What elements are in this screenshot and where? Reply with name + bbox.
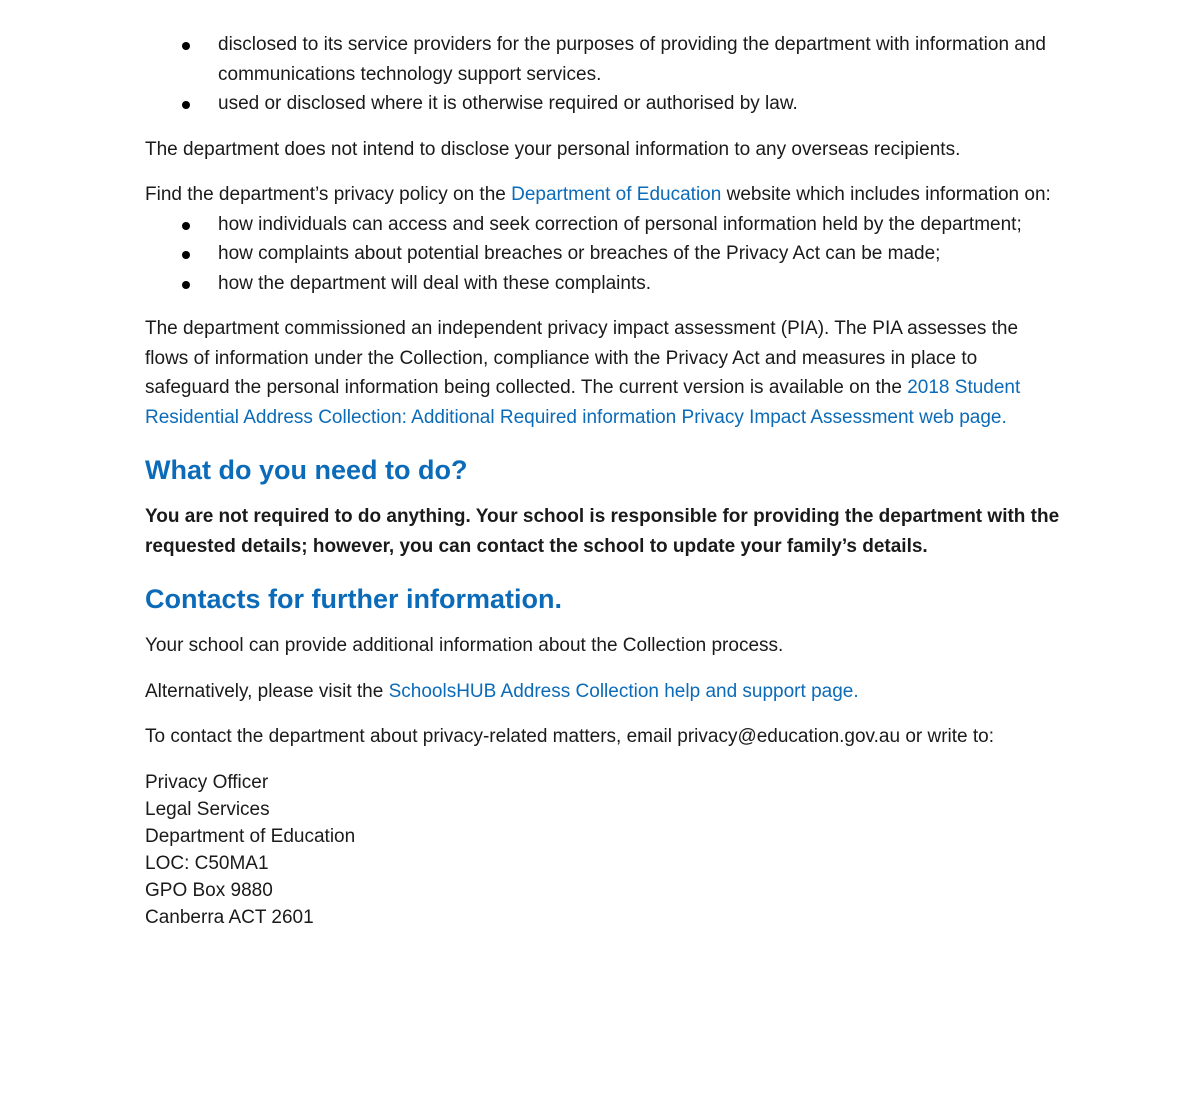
paragraph-what-to-do: You are not required to do anything. Your school is responsible for providing the department with the requested details; however, you can contact the school to update your family’s details.	[145, 506, 1060, 557]
address-line: GPO Box 9880	[145, 879, 273, 901]
bullet-icon	[182, 251, 190, 259]
paragraph-overseas: The department does not intend to disclose your personal information to any overseas recipients.	[145, 138, 961, 160]
pia-web-page-link[interactable]: 2018 Student Residential Address Collection: Additional Required information Privacy Impact Assessment web page.	[145, 377, 1021, 428]
paragraph-alternatively	[145, 677, 1060, 707]
postal-address	[145, 769, 1060, 931]
paragraph-school-info: Your school can provide additional information about the Collection process.	[145, 635, 784, 656]
paragraph-contact: To contact the department about privacy-related matters, email privacy@education.gov.au or write to:	[145, 726, 995, 747]
list-item-text: disclosed to its service providers for the purposes of providing the department with information and communications technology support services.	[218, 34, 1046, 85]
heading-contacts: Contacts for further information.	[145, 584, 562, 614]
address-line: Legal Services	[145, 798, 270, 820]
list-item	[145, 30, 1060, 89]
schoolshub-help-link[interactable]: SchoolsHUB Address Collection help and support page.	[388, 680, 859, 702]
paragraph-text: Find the department’s privacy policy on the	[145, 184, 512, 205]
address-line: Canberra ACT 2601	[145, 906, 314, 928]
list-item-text: used or disclosed where it is otherwise required or authorised by law.	[218, 93, 798, 114]
list-item-text: how the department will deal with these complaints.	[218, 272, 652, 294]
heading-what-to-do: What do you need to do?	[145, 455, 468, 485]
department-of-education-link[interactable]: Department of Education	[511, 184, 722, 205]
bullet-icon	[182, 101, 190, 109]
list-item-text: how individuals can access and seek correction of personal information held by the department;	[218, 213, 1022, 235]
address-line: Privacy Officer	[145, 771, 269, 793]
bullet-list-disclosure	[145, 30, 1060, 119]
bullet-list-policy	[145, 210, 1060, 299]
list-item	[145, 89, 1060, 119]
list-item-text: how complaints about potential breaches or breaches of the Privacy Act can be made;	[218, 243, 941, 264]
paragraph-pia	[145, 314, 1060, 432]
paragraph-text: The department commissioned an independent privacy impact assessment (PIA). The PIA assesses the flows of information under the Collection, compliance with the Privacy Act and measures in place to safeguard the personal information being collected. The current version is available on the	[145, 318, 1019, 398]
paragraph-text: Alternatively, please visit the	[145, 680, 389, 702]
paragraph-text: website which includes information on:	[721, 184, 1051, 205]
bullet-icon	[182, 281, 190, 289]
list-item	[145, 239, 1060, 269]
bullet-icon	[182, 42, 190, 50]
list-item	[145, 210, 1060, 240]
document-page	[145, 30, 1060, 931]
address-line: Department of Education	[145, 825, 356, 847]
address-line: LOC: C50MA1	[145, 852, 269, 874]
bullet-icon	[182, 222, 190, 230]
paragraph-privacy-policy	[145, 180, 1060, 210]
list-item	[145, 269, 1060, 299]
